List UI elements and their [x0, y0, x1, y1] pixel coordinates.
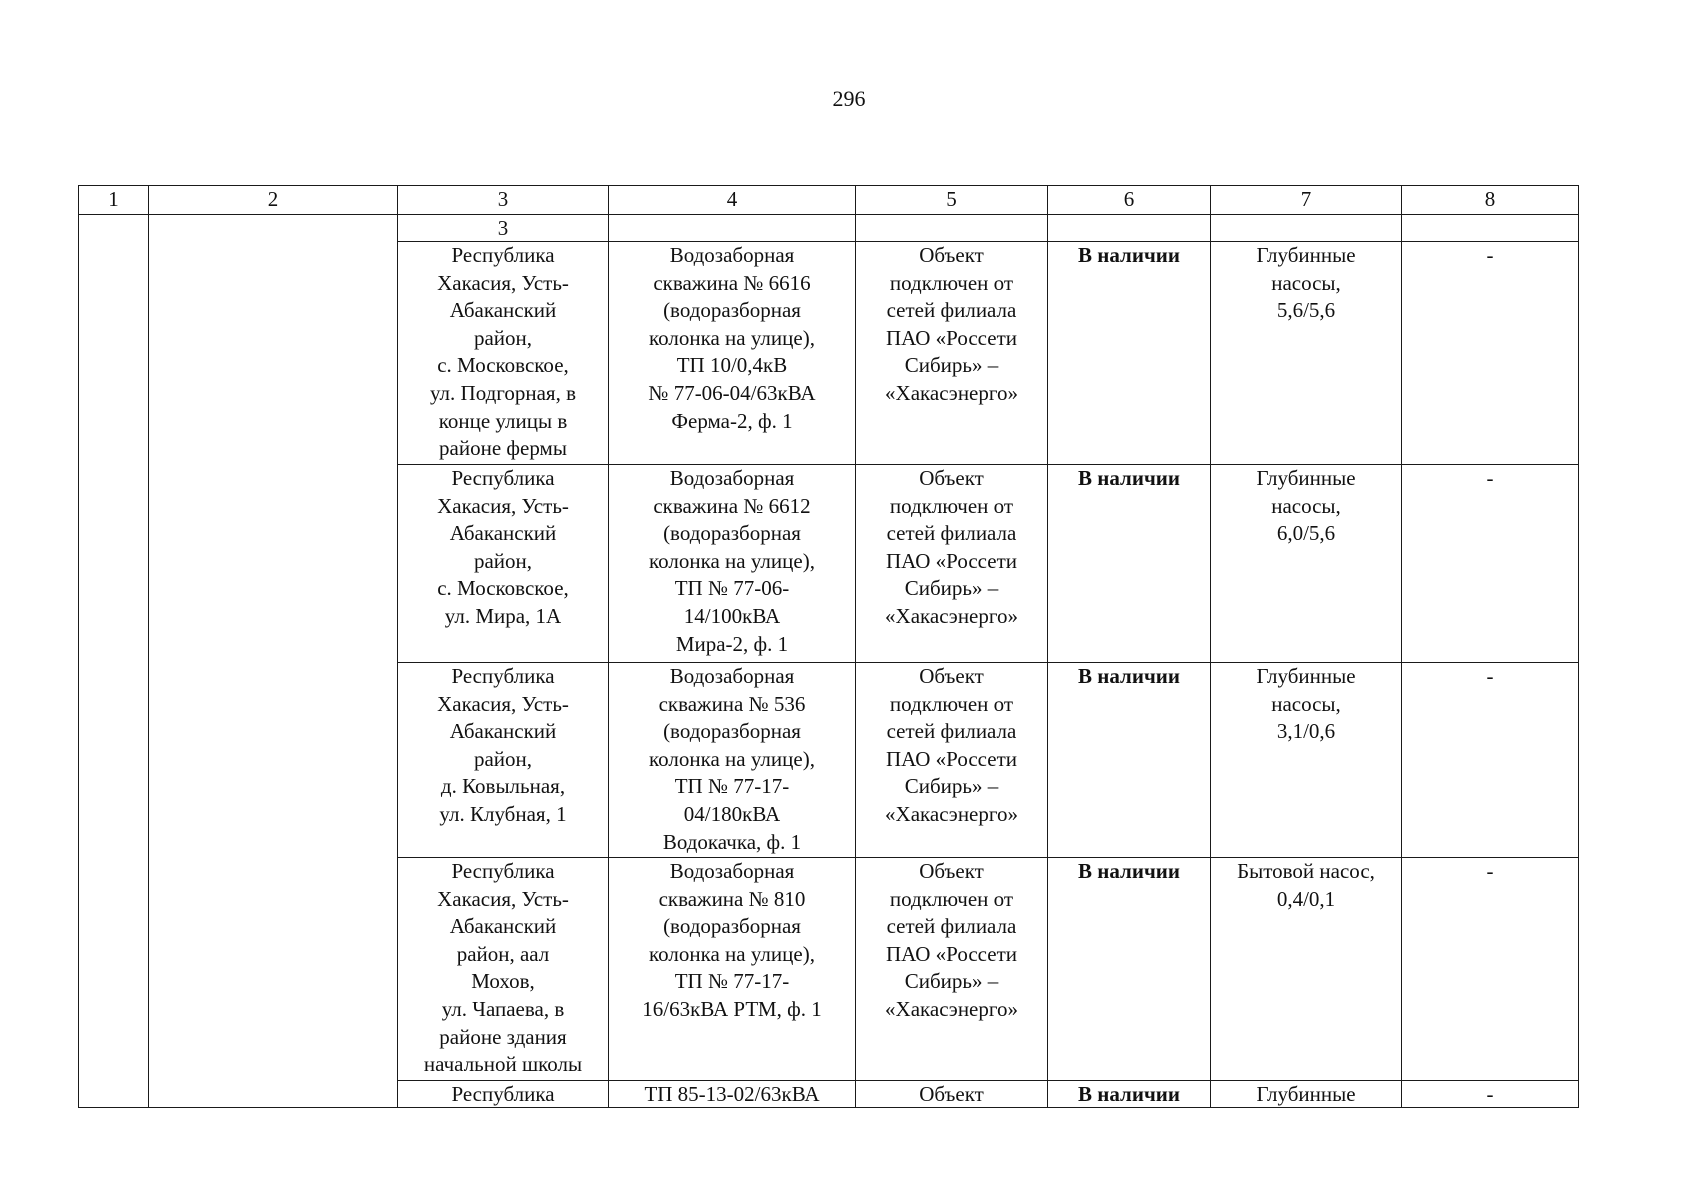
- status-cell: В наличии: [1048, 858, 1211, 1081]
- header-cell-8: 8: [1402, 186, 1579, 215]
- status-cell: В наличии: [1048, 242, 1211, 465]
- header-cell-3: 3: [398, 186, 609, 215]
- header-cell-5: 5: [856, 186, 1048, 215]
- object-cell: Водозаборная скважина № 6612 (водоразборная колонка на улице), ТП № 77-06- 14/100кВА Мира-2, ф. 1: [609, 465, 856, 663]
- note-cell: -: [1402, 663, 1579, 858]
- status-cell: В наличии: [1048, 465, 1211, 663]
- equipment-cell: Бытовой насос, 0,4/0,1: [1211, 858, 1402, 1081]
- subheader-cell-4: [609, 215, 856, 242]
- header-cell-2: 2: [149, 186, 398, 215]
- address-cell: Республика Хакасия, Усть- Абаканский район, д. Ковыльная, ул. Клубная, 1: [398, 663, 609, 858]
- connection-cell: Объект: [856, 1081, 1048, 1108]
- equipment-cell: Глубинные насосы, 6,0/5,6: [1211, 465, 1402, 663]
- header-cell-6: 6: [1048, 186, 1211, 215]
- address-cell: Республика Хакасия, Усть- Абаканский район, с. Московское, ул. Подгорная, в конце улицы в районе фермы: [398, 242, 609, 465]
- subheader-row: [79, 215, 1579, 242]
- subheader-cell-3: 3: [398, 215, 609, 242]
- header-cell-1: 1: [79, 186, 149, 215]
- equipment-cell: Глубинные насосы, 5,6/5,6: [1211, 242, 1402, 465]
- subheader-cell-5: [856, 215, 1048, 242]
- address-cell: Республика: [398, 1081, 609, 1108]
- equipment-cell: Глубинные: [1211, 1081, 1402, 1108]
- header-row: [79, 186, 1579, 215]
- note-cell: -: [1402, 1081, 1579, 1108]
- connection-cell: Объект подключен от сетей филиала ПАО «Россети Сибирь» – «Хакасэнерго»: [856, 663, 1048, 858]
- connection-cell: Объект подключен от сетей филиала ПАО «Россети Сибирь» – «Хакасэнерго»: [856, 242, 1048, 465]
- header-cell-4: 4: [609, 186, 856, 215]
- object-cell: Водозаборная скважина № 536 (водоразборная колонка на улице), ТП № 77-17- 04/180кВА Водокачка, ф. 1: [609, 663, 856, 858]
- object-cell: ТП 85-13-02/63кВА: [609, 1081, 856, 1108]
- merged-cell-col2: [149, 215, 398, 1108]
- status-cell: В наличии: [1048, 663, 1211, 858]
- subheader-cell-6: [1048, 215, 1211, 242]
- address-cell: Республика Хакасия, Усть- Абаканский район, аал Мохов, ул. Чапаева, в районе здания начальной школы: [398, 858, 609, 1081]
- status-cell: В наличии: [1048, 1081, 1211, 1108]
- subheader-cell-8: [1402, 215, 1579, 242]
- note-cell: -: [1402, 858, 1579, 1081]
- note-cell: -: [1402, 465, 1579, 663]
- page-number: 296: [832, 86, 866, 111]
- header-cell-7: 7: [1211, 186, 1402, 215]
- subheader-cell-7: [1211, 215, 1402, 242]
- connection-cell: Объект подключен от сетей филиала ПАО «Россети Сибирь» – «Хакасэнерго»: [856, 858, 1048, 1081]
- equipment-cell: Глубинные насосы, 3,1/0,6: [1211, 663, 1402, 858]
- merged-cell-col1: [79, 215, 149, 1108]
- connection-cell: Объект подключен от сетей филиала ПАО «Россети Сибирь» – «Хакасэнерго»: [856, 465, 1048, 663]
- note-cell: -: [1402, 242, 1579, 465]
- object-cell: Водозаборная скважина № 810 (водоразборная колонка на улице), ТП № 77-17- 16/63кВА РТМ, ф. 1: [609, 858, 856, 1081]
- object-cell: Водозаборная скважина № 6616 (водоразборная колонка на улице), ТП 10/0,4кВ № 77-06-04/63кВА Ферма-2, ф. 1: [609, 242, 856, 465]
- address-cell: Республика Хакасия, Усть- Абаканский район, с. Московское, ул. Мира, 1А: [398, 465, 609, 663]
- data-table: [78, 185, 1579, 1108]
